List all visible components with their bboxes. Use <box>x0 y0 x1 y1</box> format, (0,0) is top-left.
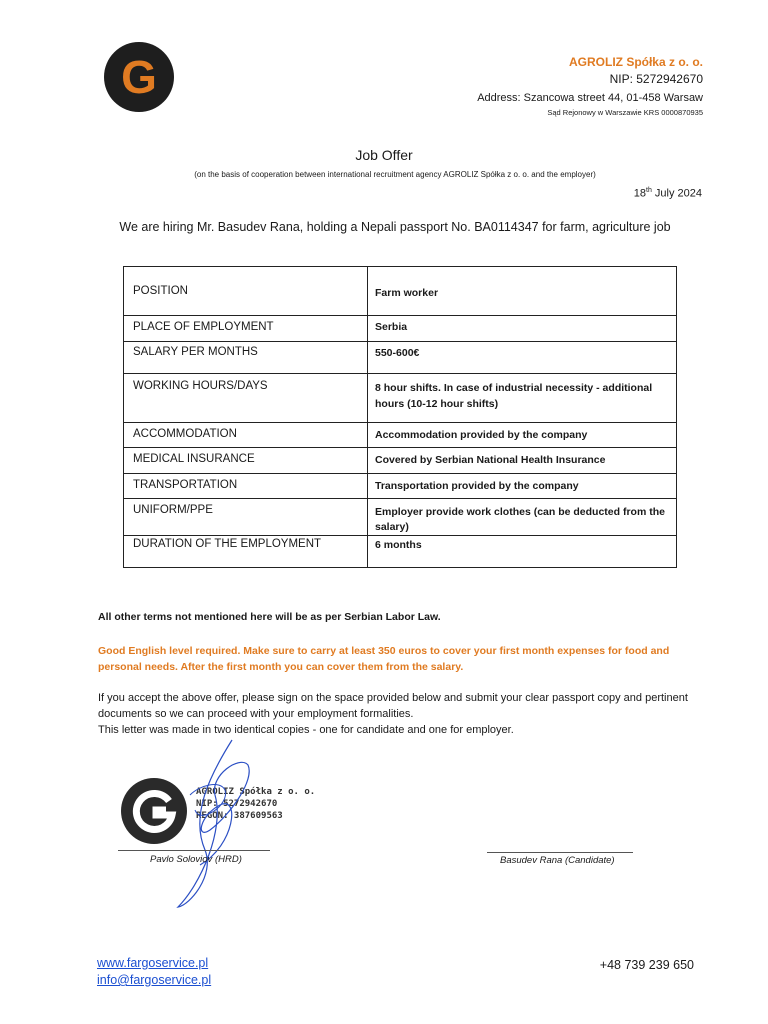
row-value: Farm worker <box>368 267 677 316</box>
row-value: 6 months <box>368 536 677 568</box>
row-label: POSITION <box>124 267 368 316</box>
row-label: WORKING HOURS/DAYS <box>124 374 368 423</box>
terms-note: All other terms not mentioned here will be as per Serbian Labor Law. <box>98 611 441 623</box>
stamp-company-name: AGROLIZ Spółka z o. o. <box>196 787 316 797</box>
svg-text:G: G <box>121 51 157 103</box>
english-requirement-note: Good English level required. Make sure to carry at least 350 euros to cover your first month expenses for food and personal needs. After the first month you can cover them from the salary. <box>98 645 670 673</box>
row-value: Accommodation provided by the company <box>368 423 677 448</box>
stamp-nip: NIP: 5272942670 <box>196 799 278 809</box>
row-label: PLACE OF EMPLOYMENT <box>124 316 368 342</box>
basis-note: (on the basis of cooperation between international recruitment agency AGROLIZ Spółka z o. o. and the employer) <box>194 170 596 179</box>
row-label: DURATION OF THE EMPLOYMENT <box>124 536 368 568</box>
table-row <box>124 423 677 448</box>
table-row <box>124 267 677 316</box>
acceptance-instructions <box>98 690 718 738</box>
row-label: SALARY PER MONTHS <box>124 342 368 374</box>
website-link[interactable]: www.fargoservice.pl <box>97 956 209 970</box>
document-title: Job Offer <box>355 147 413 163</box>
row-value: Covered by Serbian National Health Insurance <box>368 448 677 474</box>
company-info <box>477 54 703 119</box>
company-name: AGROLIZ Spółka z o. o. <box>568 55 703 69</box>
offer-table <box>123 266 677 568</box>
copies-text: This letter was made in two identical copies - one for candidate and one for employer. <box>98 724 514 736</box>
hiring-statement: We are hiring Mr. Basudev Rana, holding a Nepali passport No. BA0114347 for farm, agriculture job <box>119 220 671 234</box>
company-address: Address: Szancowa street 44, 01-458 Warsaw <box>477 92 703 104</box>
handwritten-signature <box>170 735 260 915</box>
table-row <box>124 316 677 342</box>
employer-signatory: Pavlo Soloviov (HRD) <box>150 854 242 865</box>
row-value: 8 hour shifts. In case of industrial necessity - additional hours (10-12 hour shifts) <box>368 374 677 423</box>
row-label: MEDICAL INSURANCE <box>124 448 368 474</box>
candidate-signatory: Basudev Rana (Candidate) <box>500 855 615 866</box>
company-nip: NIP: 5272942670 <box>609 72 703 86</box>
row-label: ACCOMMODATION <box>124 423 368 448</box>
row-value: Serbia <box>368 316 677 342</box>
employer-signature-line <box>118 850 270 851</box>
accept-text: If you accept the above offer, please sign on the space provided below and submit your clear passport copy and pertinent documents so we can proceed with your employment formalities. <box>98 692 688 720</box>
row-label: UNIFORM/PPE <box>124 499 368 536</box>
candidate-signature-line <box>487 852 633 853</box>
table-row <box>124 448 677 474</box>
footer-links <box>97 955 211 989</box>
table-row <box>124 499 677 536</box>
row-value: 550-600€ <box>368 342 677 374</box>
email-link[interactable]: info@fargoservice.pl <box>97 973 212 987</box>
phone-number: +48 739 239 650 <box>599 958 694 972</box>
table-row <box>124 536 677 568</box>
row-label: TRANSPORTATION <box>124 474 368 499</box>
table-row <box>124 374 677 423</box>
row-value: Employer provide work clothes (can be deducted from the salary) <box>368 499 677 536</box>
company-krs: Sąd Rejonowy w Warszawie KRS 0000870935 <box>547 108 703 117</box>
row-value: Transportation provided by the company <box>368 474 677 499</box>
stamp-regon: REGON: 387609563 <box>196 811 283 821</box>
table-row <box>124 474 677 499</box>
table-row <box>124 342 677 374</box>
company-logo <box>103 41 175 113</box>
letter-date: 18th July 2024 <box>633 187 702 200</box>
